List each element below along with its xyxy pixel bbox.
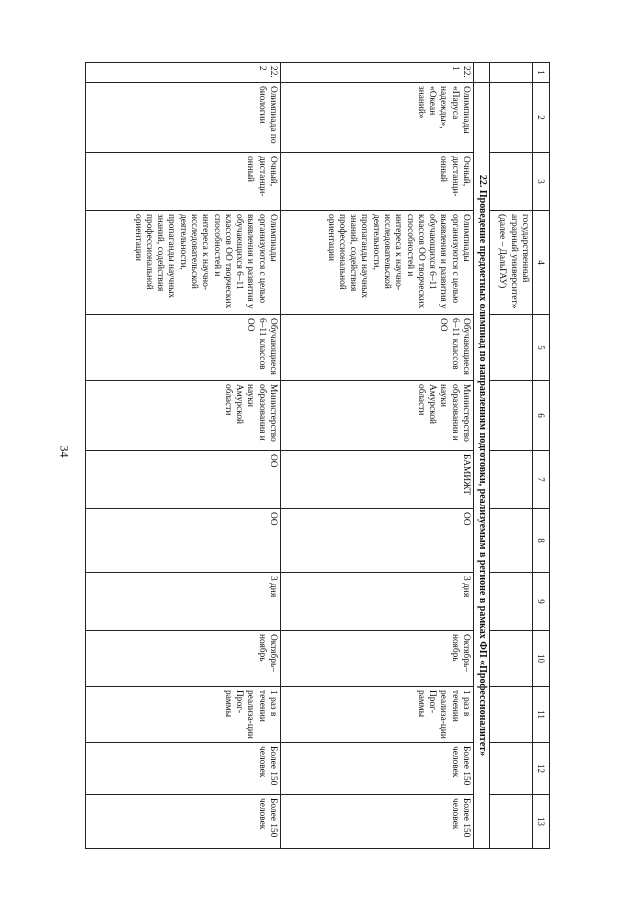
column-numbers-row <box>533 63 550 849</box>
event-name: Олимпиада по биологии <box>86 83 281 153</box>
co-organizer: ОО <box>86 451 281 509</box>
col-number: 1 <box>533 63 550 83</box>
event-form: Очный, дистанци-онный <box>86 153 281 211</box>
participant-count: Более 150 человек <box>281 795 474 849</box>
col-number: 5 <box>533 315 550 381</box>
participant-count: Более 150 человек <box>281 743 474 795</box>
olympiad-table <box>85 62 550 849</box>
participants: Обучающиеся 6–11 классов ОО <box>281 315 474 381</box>
period: Октябрь–ноябрь <box>86 631 281 687</box>
col-number: 6 <box>533 381 550 451</box>
participant-count: Более 150 человек <box>86 743 281 795</box>
col-number: 7 <box>533 451 550 509</box>
col-number: 11 <box>533 687 550 743</box>
frequency: 1 раз в течении реализа-ции Прог-раммы <box>281 687 474 743</box>
rotated-table-container <box>90 62 550 848</box>
continuation-row <box>490 63 533 849</box>
col-number: 2 <box>533 83 550 153</box>
col-number: 9 <box>533 573 550 631</box>
col-number: 4 <box>533 211 550 315</box>
table-row <box>86 63 281 849</box>
duration: 3 дня <box>281 573 474 631</box>
duration: 3 дня <box>86 573 281 631</box>
section-title: 22. Проведение предметных олимпиад по направлениям подготовки, реализуемым в регионе в рамках ФП «Профессионалитет» <box>474 83 490 849</box>
col-number: 8 <box>533 509 550 573</box>
participants: Обучающиеся 6–11 классов ОО <box>86 315 281 381</box>
table-row <box>281 63 474 849</box>
continued-organizer-text: государственный аграрный университет» (далее – ДальГАУ) <box>490 211 533 315</box>
venue: ОО <box>281 509 474 573</box>
event-name: Олимпиады «Паруса надежды», «Океан знаний» <box>281 83 474 153</box>
period: Октябрь–ноябрь <box>281 631 474 687</box>
event-description: Олимпиады организуются с целью выявления и развития у обучающихся 6–11 классов ОО творческих способностей и интереса к научно-исследовательской деятельности, пропаганды научных знаний, содействия профессиональной ориентации <box>86 211 281 315</box>
page-number: 34 <box>57 445 72 458</box>
col-number: 12 <box>533 743 550 795</box>
col-number: 13 <box>533 795 550 849</box>
organizer: Министерство образования и науки Амурской области <box>281 381 474 451</box>
event-form: Очный, дистанци-онный <box>281 153 474 211</box>
col-number: 3 <box>533 153 550 211</box>
event-description: Олимпиады организуются с целью выявления и развития у обучающихся 6–11 классов ОО творческих способностей и интереса к научно-исследовательской деятельности, пропаганды научных знаний, содействия профессиональной ориентации <box>281 211 474 315</box>
co-organizer: БАМИЖТ <box>281 451 474 509</box>
organizer: Министерство образования и науки Амурской области <box>86 381 281 451</box>
section-header-row <box>474 63 490 849</box>
frequency: 1 раз в течении реализа-ции Прог-раммы <box>86 687 281 743</box>
row-number: 22.1 <box>281 63 474 83</box>
participant-count: Более 150 человек <box>86 795 281 849</box>
venue: ОО <box>86 509 281 573</box>
row-number: 22.2 <box>86 63 281 83</box>
col-number: 10 <box>533 631 550 687</box>
